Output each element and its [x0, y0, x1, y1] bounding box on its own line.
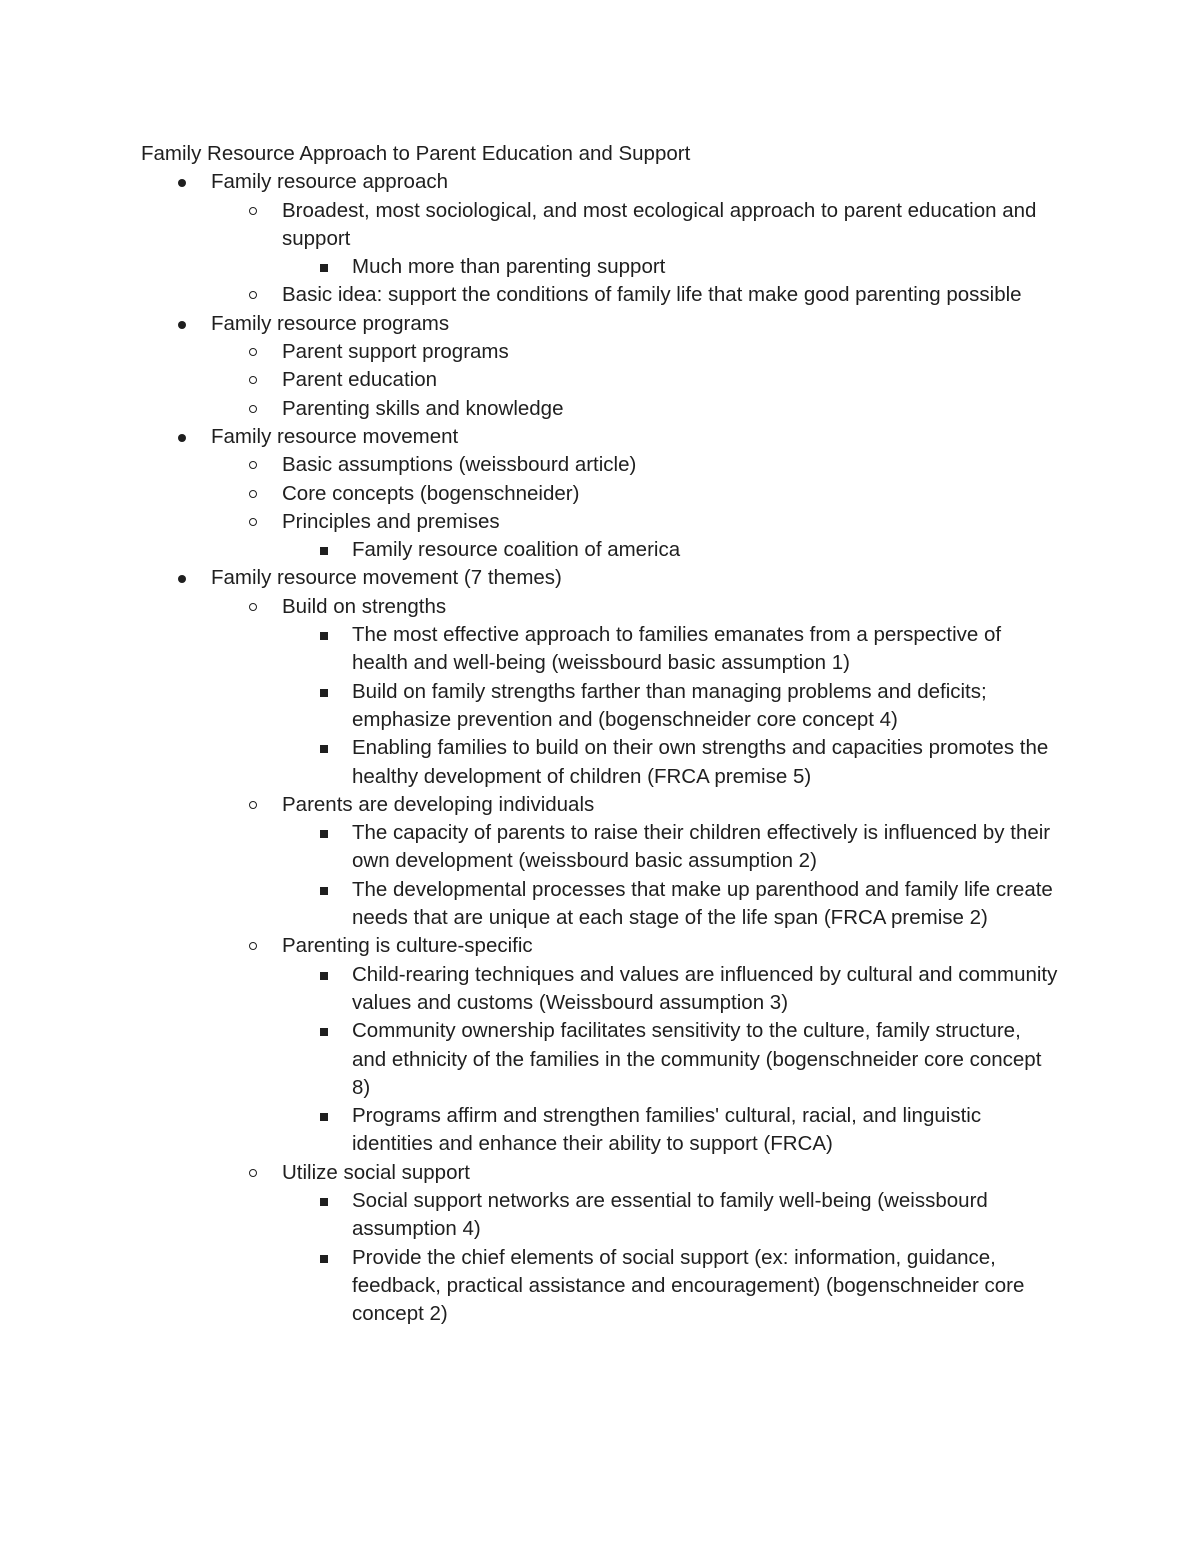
hollow-circle-bullet-icon [249, 490, 257, 498]
list-item [0, 310, 1200, 423]
square-bullet-icon [320, 1255, 328, 1263]
hollow-circle-bullet-icon [249, 348, 257, 356]
list-item [0, 819, 1200, 876]
list-item-text: Community ownership facilitates sensitivity to the culture, family structure, and ethnicity of the families in the community (bogenschneider core concept 8) [352, 1019, 1042, 1099]
square-bullet-icon [320, 689, 328, 697]
list-item-text: Utilize social support [282, 1160, 470, 1184]
list-item-text: Build on family strengths farther than managing problems and deficits; emphasize prevention and (bogenschneider core concept 4) [352, 679, 987, 731]
list-item [0, 281, 1200, 309]
list-item [0, 253, 1200, 281]
list-item-text: Parents are developing individuals [282, 792, 595, 816]
list-item-text: The developmental processes that make up parenthood and family life create needs that are unique at each stage of the life span (FRCA premise 2) [352, 877, 1053, 930]
hollow-circle-bullet-icon [249, 603, 257, 611]
list-item [0, 876, 1200, 933]
list-item-text: Family resource coalition of america [352, 538, 681, 562]
list-item [0, 338, 1200, 366]
sub-list [0, 253, 1200, 281]
list-item [0, 1017, 1200, 1102]
filled-circle-bullet-icon [178, 434, 186, 442]
hollow-circle-bullet-icon [249, 1169, 257, 1177]
list-item-text: Programs affirm and strengthen families' cultural, racial, and linguistic identities and enhance their ability to support (FRCA) [352, 1104, 982, 1156]
list-item [0, 536, 1200, 564]
list-item [0, 932, 1200, 1158]
hollow-circle-bullet-icon [249, 207, 257, 215]
sub-list [0, 197, 1200, 310]
list-item-text: Family resource programs [211, 311, 450, 335]
list-item-text: Family resource approach [211, 170, 448, 194]
list-item [0, 1187, 1200, 1244]
document-title: Family Resource Approach to Parent Education and Support [141, 142, 691, 165]
sub-list [0, 536, 1200, 564]
square-bullet-icon [320, 632, 328, 640]
list-item [0, 366, 1200, 394]
hollow-circle-bullet-icon [249, 801, 257, 809]
hollow-circle-bullet-icon [249, 405, 257, 413]
list-item [0, 678, 1200, 735]
square-bullet-icon [320, 1113, 328, 1121]
square-bullet-icon [320, 1028, 328, 1036]
list-item-text: Build on strengths [282, 594, 447, 618]
list-item-text: Much more than parenting support [352, 255, 666, 279]
list-item [0, 508, 1200, 565]
sub-list [0, 1187, 1200, 1328]
hollow-circle-bullet-icon [249, 942, 257, 950]
square-bullet-icon [320, 745, 328, 753]
sub-list [0, 338, 1200, 423]
hollow-circle-bullet-icon [249, 518, 257, 526]
list-item-text: Parent education [282, 368, 438, 392]
hollow-circle-bullet-icon [249, 291, 257, 299]
square-bullet-icon [320, 547, 328, 555]
sub-list [0, 961, 1200, 1159]
list-item-text: Family resource movement (7 themes) [211, 566, 562, 590]
list-item-text: Principles and premises [282, 509, 500, 533]
list-item-text: Parenting is culture-specific [282, 934, 533, 958]
bullet-outline [0, 168, 1200, 1328]
list-item-text: Family resource movement [211, 424, 459, 448]
filled-circle-bullet-icon [178, 179, 186, 187]
list-item-text: Broadest, most sociological, and most ecological approach to parent education and support [282, 198, 1037, 250]
list-item [0, 621, 1200, 678]
list-item-text: Parent support programs [282, 340, 509, 364]
sub-list [0, 593, 1200, 1329]
list-item [0, 197, 1200, 282]
list-item-text: Basic assumptions (weissbourd article) [282, 453, 637, 477]
list-item-text: Parenting skills and knowledge [282, 396, 564, 420]
list-item [0, 1159, 1200, 1329]
list-item-text: Provide the chief elements of social support (ex: information, guidance, feedback, practical assistance and encouragement) (bogenschneider core concept 2) [352, 1245, 1025, 1326]
square-bullet-icon [320, 1198, 328, 1206]
list-item [0, 791, 1200, 932]
hollow-circle-bullet-icon [249, 461, 257, 469]
list-item-text: Social support networks are essential to family well-being (weissbourd assumption 4) [352, 1188, 988, 1241]
list-item [0, 593, 1200, 791]
list-item [0, 395, 1200, 423]
list-item-text: The most effective approach to families emanates from a perspective of health and well-being (weissbourd basic assumption 1) [352, 623, 1002, 675]
square-bullet-icon [320, 830, 328, 838]
list-item-text: Enabling families to build on their own strengths and capacities promotes the healthy development of children (FRCA premise 5) [352, 736, 1049, 788]
list-item [0, 1244, 1200, 1329]
list-item-text: Child-rearing techniques and values are influenced by cultural and community values and customs (Weissbourd assumption 3) [352, 962, 1058, 1014]
list-item [0, 961, 1200, 1018]
list-item [0, 451, 1200, 479]
filled-circle-bullet-icon [178, 575, 186, 583]
list-item [0, 564, 1200, 1328]
filled-circle-bullet-icon [178, 321, 186, 329]
list-item-text: Basic idea: support the conditions of family life that make good parenting possible [282, 283, 1022, 307]
square-bullet-icon [320, 972, 328, 980]
sub-list [0, 451, 1200, 564]
square-bullet-icon [320, 264, 328, 272]
list-item [0, 1102, 1200, 1159]
list-item [0, 480, 1200, 508]
list-item [0, 734, 1200, 791]
list-item-text: Core concepts (bogenschneider) [282, 481, 580, 505]
hollow-circle-bullet-icon [249, 376, 257, 384]
list-item-text: The capacity of parents to raise their children effectively is influenced by their own development (weissbourd basic assumption 2) [352, 821, 1051, 873]
square-bullet-icon [320, 887, 328, 895]
list-item [0, 168, 1200, 309]
list-item [0, 423, 1200, 564]
sub-list [0, 621, 1200, 791]
sub-list [0, 819, 1200, 932]
